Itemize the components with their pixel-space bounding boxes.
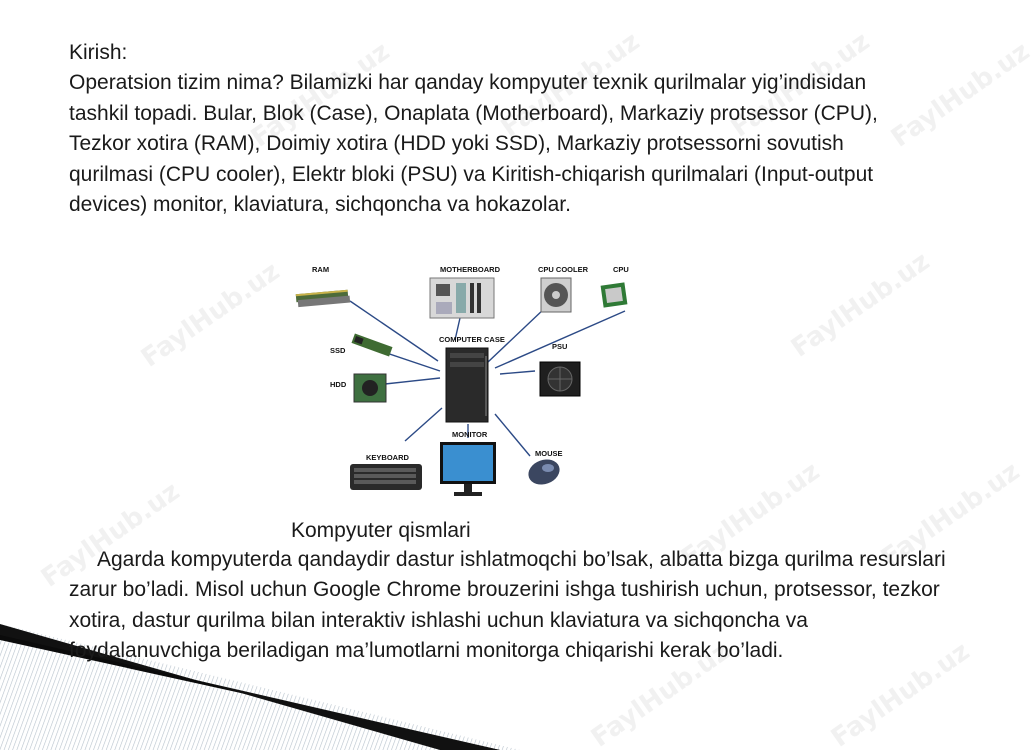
watermark: FaylHub.uz bbox=[825, 636, 976, 754]
label-monitor: MONITOR bbox=[452, 430, 488, 439]
watermark: FaylHub.uz bbox=[725, 26, 876, 144]
label-mouse: MOUSE bbox=[535, 449, 563, 458]
motherboard-icon bbox=[430, 278, 494, 318]
intro-section bbox=[69, 38, 929, 220]
intro-text: Operatsion tizim nima? Bilamizki har qanday kompyuter texnik qurilmalar yig’indisidan tashkil topadi. Bular, Blok (Case), Onaplata (Motherboard), Markaziy protsessor (CPU), Tezkor xotira (RAM), Doimiy xotira (HDD yoki SSD), Markaziy protsessorni sovutish qurilmasi (CPU cooler), Elektr bloki (PSU) va Kiritish-chiqarish qurilmalari (Input-output devices) monitor, klaviatura, sichqoncha va hokazolar. bbox=[69, 71, 878, 217]
intro-heading: Kirish: bbox=[69, 41, 128, 64]
watermark: FaylHub.uz bbox=[885, 36, 1035, 154]
computer-parts-figure bbox=[290, 256, 680, 506]
keyboard-icon bbox=[350, 464, 422, 490]
figure-caption: Kompyuter qismlari bbox=[291, 519, 471, 542]
computer-case-icon bbox=[446, 348, 488, 422]
label-ssd: SSD bbox=[330, 346, 346, 355]
psu-icon bbox=[540, 362, 580, 396]
label-hdd: HDD bbox=[330, 380, 347, 389]
watermark: FaylHub.uz bbox=[875, 456, 1026, 574]
watermark: FaylHub.uz bbox=[245, 36, 396, 154]
label-computer-case: COMPUTER CASE bbox=[439, 335, 505, 344]
ssd-icon bbox=[351, 333, 392, 356]
hdd-icon bbox=[354, 374, 386, 402]
body-section bbox=[69, 545, 949, 667]
cpu-cooler-icon bbox=[541, 278, 571, 312]
cpu-icon bbox=[601, 282, 628, 307]
label-cpu-cooler: CPU COOLER bbox=[538, 265, 589, 274]
watermark: FaylHub.uz bbox=[35, 476, 186, 594]
watermark: FaylHub.uz bbox=[135, 256, 286, 374]
mouse-icon bbox=[525, 455, 563, 488]
monitor-icon bbox=[440, 442, 496, 496]
label-ram: RAM bbox=[312, 265, 330, 274]
label-keyboard: KEYBOARD bbox=[366, 453, 409, 462]
body-text: Agarda kompyuterda qandaydir dastur ishlatmoqchi bo’lsak, albatta bizga qurilma resurslari zarur bo’ladi. Misol uchun Google Chrome brouzerini ishga tushirish uchun, protsessor, tezkor xotira, dastur qurilma bilan interaktiv ishlashi uchun klaviatura va sichqoncha va foydalanuvchiga beriladigan ma’lumotlarni monitorga chiqarishi kerak bo’ladi. bbox=[69, 548, 946, 663]
label-psu: PSU bbox=[552, 342, 568, 351]
watermark: FaylHub.uz bbox=[785, 246, 936, 364]
label-motherboard: MOTHERBOARD bbox=[440, 265, 500, 274]
ram-icon bbox=[296, 290, 350, 307]
watermark: FaylHub.uz bbox=[585, 636, 736, 754]
watermark: FaylHub.uz bbox=[495, 26, 646, 144]
watermark: FaylHub.uz bbox=[675, 456, 826, 574]
label-cpu: CPU bbox=[613, 265, 629, 274]
